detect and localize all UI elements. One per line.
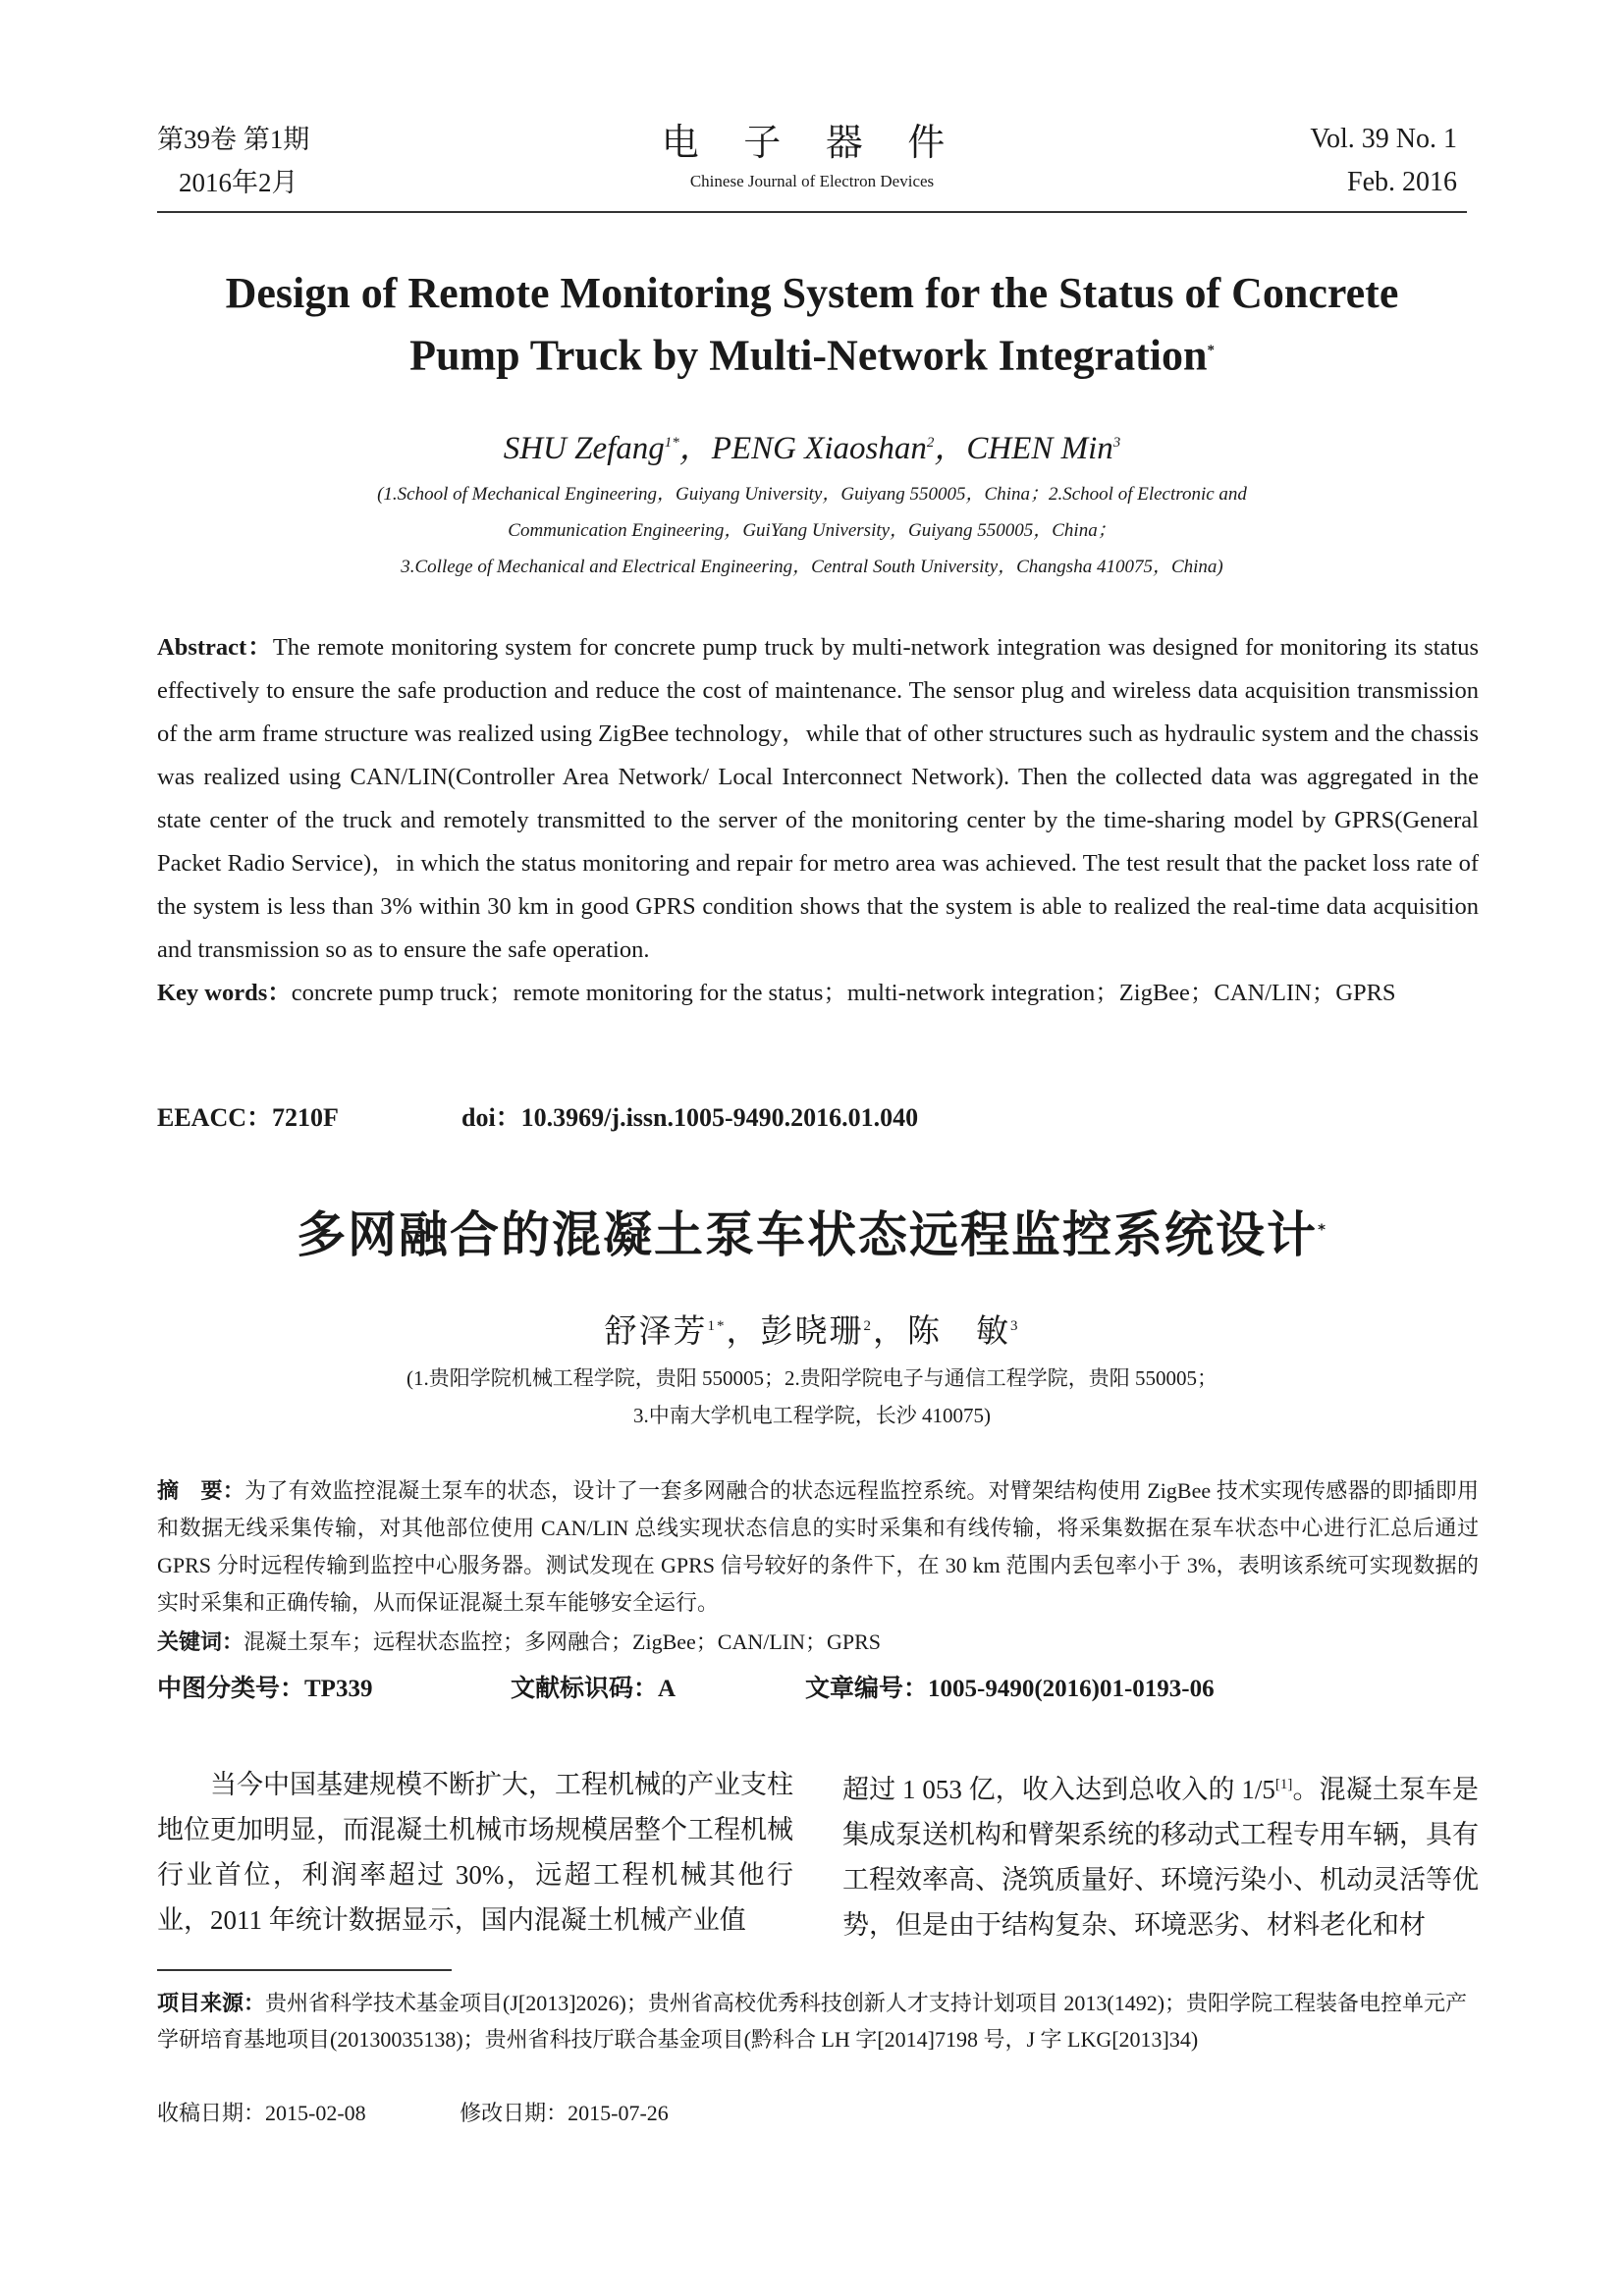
affiliation-cn-line1: (1.贵阳学院机械工程学院，贵阳 550005；2.贵阳学院电子与通信工程学院，贵阳 550005； — [406, 1366, 1218, 1390]
author-cn-2-sup: 2 — [863, 1318, 873, 1334]
funding-text: 贵州省科学技术基金项目(J[2013]2026)；贵州省高校优秀科技创新人才支持计划项目 2013(1492)；贵阳学院工程装备电控单元产学研培育基地项目(20130035138)；贵州省科技厅联合基金项目(黔科合 LH 字[2014]7198 号，J 字 LKG[2013]34) — [157, 1991, 1468, 2052]
journal-name-en: Chinese Journal of Electron Devices — [689, 172, 935, 190]
footnote-divider — [157, 1969, 452, 1971]
author-cn-1-sup: 1* — [707, 1318, 727, 1334]
chinese-title-text: 多网融合的混凝土泵车状态远程监控系统设计 — [297, 1206, 1319, 1263]
chinese-authors — [157, 1306, 1467, 1352]
keywords-label-cn: 关键词： — [157, 1629, 244, 1654]
eeacc-code: EEACC：7210F — [157, 1103, 339, 1132]
author-en-1: SHU Zefang — [503, 431, 665, 466]
date-en: Feb. 2016 — [1347, 167, 1457, 197]
body-paragraph-left: 当今中国基建规模不断扩大，工程机械的产业支柱地位更加明显，而混凝土机械市场规模居整个工程机械行业首位，利润率超过 30%，远超工程机械其他行业，2011 年统计数据显示，国内混凝土机械产业值 — [157, 1770, 793, 1935]
affiliation-en-line3: 3.College of Mechanical and Electrical Engineering，Central South University，Changsha 410075，China) — [401, 557, 1223, 577]
author-cn-2: ，彭晓珊 — [726, 1314, 864, 1350]
article-number: 文章编号：1005-9490(2016)01-0193-06 — [805, 1676, 1215, 1702]
english-abstract — [157, 626, 1479, 1015]
chinese-title — [157, 1196, 1467, 1266]
english-title-line1: Design of Remote Monitoring System for the Status of Concrete — [225, 269, 1399, 317]
body-paragraph-right-a: 超过 1 053 亿，收入达到总收入的 1/5 — [842, 1775, 1275, 1804]
affiliation-en-line2: Communication Engineering，GuiYang University，Guiyang 550005，China； — [508, 520, 1116, 541]
body-column-right — [842, 1762, 1479, 1948]
document-code: 文献标识码：A — [511, 1676, 677, 1702]
header-volume-en-block — [1310, 118, 1457, 204]
abstract-text-en: The remote monitoring system for concrete pump truck by multi-network integration was designed for monitoring its status effectively to ensure the safe production and reduce the cost of maintenance. The sensor plug and wireless data acquisition transmission of the arm frame structure was realized using ZigBee technology，while that of other structures such as hydraulic system and the chassis was realized using CAN/LIN(Controller Area Network/ Local Interconnect Network). Then the collected data was aggregated in the state center of the truck and remotely transmitted to the server of the monitoring center by the time-sharing model by GPRS(General Packet Radio Service)，in which the status monitoring and repair for metro area was achieved. The test result that the packet loss rate of the system is less than 3% within 30 km in good GPRS condition shows that the system is able to realized the real-time data acquisition and transmission so as to ensure the safe operation. — [157, 634, 1480, 963]
funding-footnote — [157, 1985, 1479, 2057]
dates-row — [157, 2097, 757, 2127]
affiliation-cn-line2: 3.中南大学机电工程学院，长沙 410075) — [633, 1404, 991, 1427]
header-divider — [157, 211, 1467, 213]
funding-label: 项目来源： — [157, 1991, 266, 2015]
body-paragraph-right-b: 。混凝土泵车是集成泵送机构和臂架系统的移动式工程专用车辆，具有工程效率高、浇筑质量好、环境污染小、机动灵活等优势，但是由于结构复杂、环境恶劣、材料老化和材 — [842, 1775, 1479, 1940]
journal-name-cn: 电 子 器 件 — [661, 123, 963, 164]
author-cn-3: ，陈 敏 — [873, 1314, 1010, 1350]
volume-issue-cn: 第39卷 第1期 — [157, 125, 310, 154]
keywords-label-en: Key words： — [157, 980, 292, 1006]
affiliation-en-line1: (1.School of Mechanical Engineering，Guiyang University，Guiyang 550005，China；2.School of Electronic and — [377, 484, 1247, 505]
chinese-title-mark: * — [1318, 1220, 1327, 1239]
abstract-label-cn: 摘 要： — [157, 1478, 245, 1503]
author-en-2: ，PENG Xiaoshan — [678, 431, 927, 466]
doi[interactable]: doi：10.3969/j.issn.1005-9490.2016.01.040 — [461, 1103, 919, 1132]
keywords-text-en: concrete pump truck；remote monitoring for the status；multi-network integration；ZigBee；CAN/LIN；GPRS — [291, 980, 1396, 1006]
author-cn-3-sup: 3 — [1010, 1318, 1020, 1334]
author-en-2-sup: 2 — [926, 435, 935, 451]
author-en-3-sup: 3 — [1112, 435, 1121, 451]
abstract-label-en: Abstract： — [157, 634, 273, 661]
english-title-line2: Pump Truck by Multi-Network Integration — [409, 331, 1208, 380]
clc-number: 中图分类号：TP339 — [157, 1676, 373, 1702]
chinese-keywords — [157, 1624, 1479, 1661]
keywords-text-cn: 混凝土泵车；远程状态监控；多网融合；ZigBee；CAN/LIN；GPRS — [244, 1629, 882, 1654]
author-cn-1: 舒泽芳 — [604, 1314, 708, 1350]
author-en-3: ，CHEN Min — [934, 431, 1113, 466]
english-title-mark: * — [1207, 343, 1215, 358]
date-cn: 2016年2月 — [179, 168, 298, 197]
volume-issue-en: Vol. 39 No. 1 — [1310, 124, 1457, 154]
english-authors — [157, 422, 1467, 468]
body-column-left — [157, 1762, 793, 1943]
author-en-1-sup: 1* — [664, 435, 679, 451]
abstract-text-cn: 为了有效监控混凝土泵车的状态，设计了一套多网融合的状态远程监控系统。对臂架结构使用 ZigBee 技术实现传感器的即插即用和数据无线采集传输，对其他部位使用 CAN/LIN 总线实现状态信息的实时采集和有线传输，将采集数据在泵车状态中心进行汇总后通过 GPRS 分时远程传输到监控中心服务器。测试发现在 GPRS 信号较好的条件下，在 30 km 范围内丢包率小于 3%，表明该系统可实现数据的实时采集和正确传输，从而保证混凝土泵车能够安全运行。 — [157, 1478, 1479, 1615]
english-title — [157, 265, 1467, 385]
chinese-affiliations — [245, 1360, 1379, 1434]
chinese-abstract — [157, 1472, 1479, 1622]
citation-ref[interactable]: [1] — [1274, 1777, 1293, 1792]
revised-date: 修改日期：2015-07-26 — [460, 2101, 669, 2125]
english-affiliations — [245, 476, 1379, 585]
received-date: 收稿日期：2015-02-08 — [157, 2101, 366, 2125]
